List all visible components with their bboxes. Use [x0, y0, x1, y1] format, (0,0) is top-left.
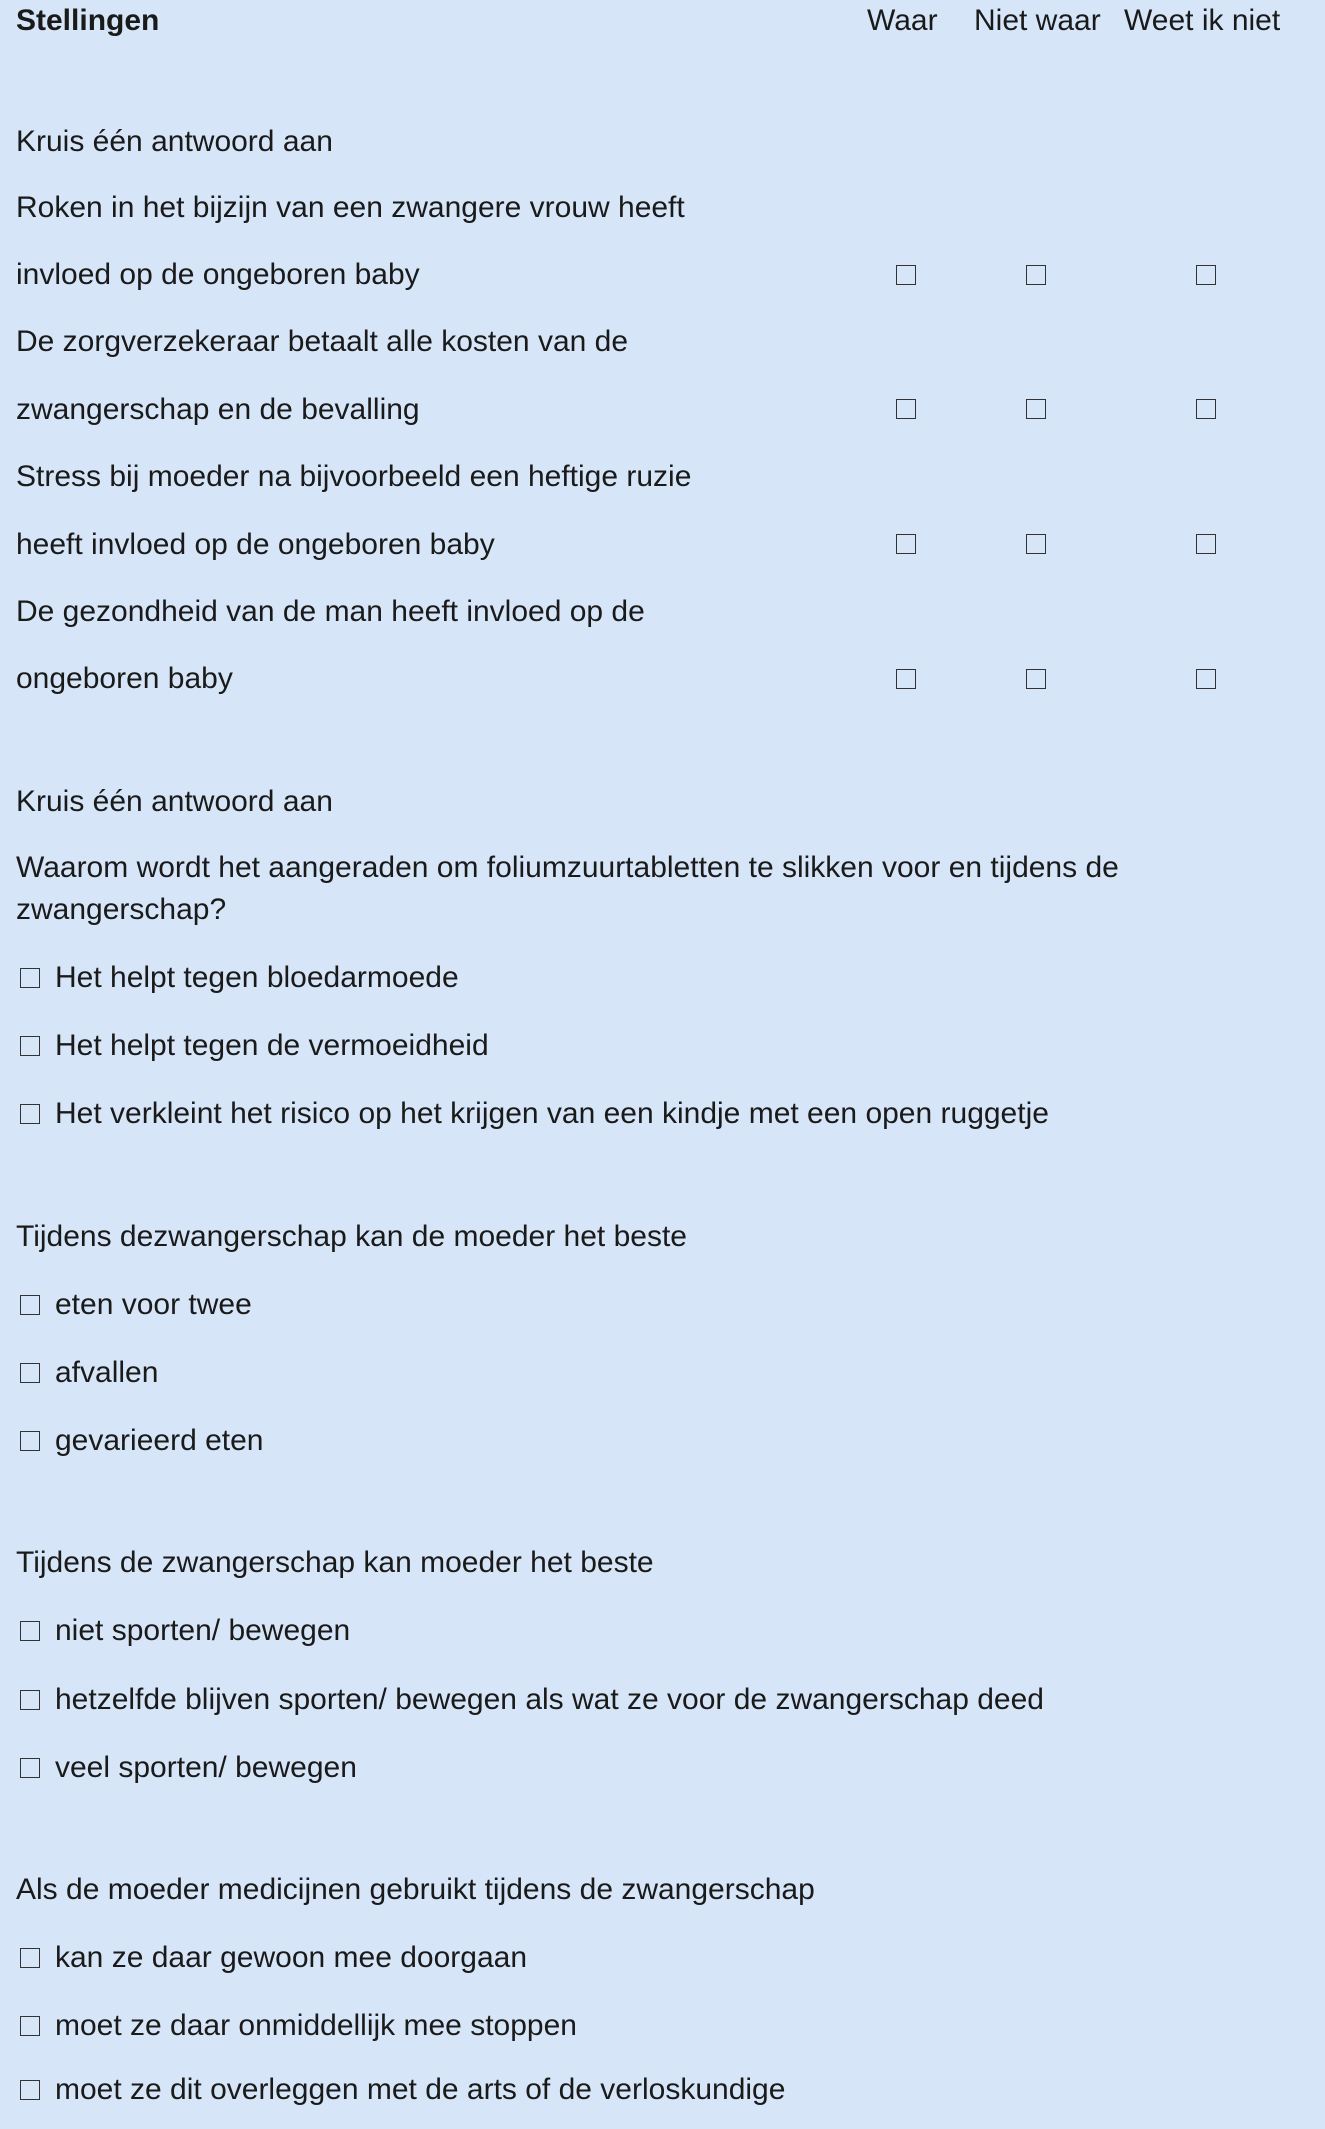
section2-instruction: Kruis één antwoord aan — [16, 785, 333, 818]
section4-option-3-checkbox[interactable] — [20, 1758, 40, 1778]
statement-1-line2: invloed op de ongeboren baby — [16, 258, 420, 291]
section4-question: Tijdens de zwangerschap kan moeder het beste — [16, 1546, 654, 1579]
section5-option-2-label: moet ze daar onmiddellijk mee stoppen — [55, 2009, 577, 2042]
statement-2-waar-checkbox[interactable] — [896, 399, 916, 419]
statement-3-waar-checkbox[interactable] — [896, 534, 916, 554]
section2-question-line1: Waarom wordt het aangeraden om foliumzuurtabletten te slikken voor en tijdens de — [16, 851, 1119, 884]
column-header-waar: Waar — [867, 4, 938, 37]
column-header-niet-waar: Niet waar — [974, 4, 1101, 37]
section4-option-1-checkbox[interactable] — [20, 1621, 40, 1641]
section5-option-1-label: kan ze daar gewoon mee doorgaan — [55, 1941, 528, 1974]
statement-2-niet-waar-checkbox[interactable] — [1026, 399, 1046, 419]
statement-4-weet-ik-niet-checkbox[interactable] — [1196, 669, 1216, 689]
section5-option-2-checkbox[interactable] — [20, 2016, 40, 2036]
column-header-weet-ik-niet: Weet ik niet — [1124, 4, 1281, 37]
page-title: Stellingen — [16, 4, 160, 37]
statement-1-waar-checkbox[interactable] — [896, 265, 916, 285]
section4-option-3-label: veel sporten/ bewegen — [55, 1751, 357, 1784]
statement-4-line2: ongeboren baby — [16, 662, 233, 695]
statement-2-line2: zwangerschap en de bevalling — [16, 393, 420, 426]
section2-option-3-label: Het verkleint het risico op het krijgen van een kindje met een open ruggetje — [55, 1097, 1049, 1130]
section5-question: Als de moeder medicijnen gebruikt tijdens de zwangerschap — [16, 1873, 815, 1906]
section2-option-3-checkbox[interactable] — [20, 1104, 40, 1124]
statement-3-niet-waar-checkbox[interactable] — [1026, 534, 1046, 554]
section2-option-1-label: Het helpt tegen bloedarmoede — [55, 961, 459, 994]
section5-option-3-label: moet ze dit overleggen met de arts of de verloskundige — [55, 2073, 786, 2106]
statement-4-line1: De gezondheid van de man heeft invloed op de — [16, 595, 645, 628]
statement-2-weet-ik-niet-checkbox[interactable] — [1196, 399, 1216, 419]
section3-option-2-label: afvallen — [55, 1356, 159, 1389]
section3-option-3-checkbox[interactable] — [20, 1431, 40, 1451]
statement-3-line2: heeft invloed op de ongeboren baby — [16, 528, 495, 561]
section2-question-line2: zwangerschap? — [16, 893, 227, 926]
statement-3-line1: Stress bij moeder na bijvoorbeeld een heftige ruzie — [16, 460, 692, 493]
statement-1-niet-waar-checkbox[interactable] — [1026, 265, 1046, 285]
section3-option-3-label: gevarieerd eten — [55, 1424, 264, 1457]
statement-1-weet-ik-niet-checkbox[interactable] — [1196, 265, 1216, 285]
section5-option-1-checkbox[interactable] — [20, 1948, 40, 1968]
section3-option-2-checkbox[interactable] — [20, 1363, 40, 1383]
section3-option-1-label: eten voor twee — [55, 1288, 252, 1321]
statement-3-weet-ik-niet-checkbox[interactable] — [1196, 534, 1216, 554]
statement-4-waar-checkbox[interactable] — [896, 669, 916, 689]
statement-2-line1: De zorgverzekeraar betaalt alle kosten van de — [16, 325, 629, 358]
section2-option-2-checkbox[interactable] — [20, 1036, 40, 1056]
section3-question: Tijdens dezwangerschap kan de moeder het beste — [16, 1220, 687, 1253]
statement-1-line1: Roken in het bijzijn van een zwangere vrouw heeft — [16, 191, 685, 224]
section4-option-2-checkbox[interactable] — [20, 1690, 40, 1710]
section5-option-3-checkbox[interactable] — [20, 2080, 40, 2100]
section2-option-2-label: Het helpt tegen de vermoeidheid — [55, 1029, 489, 1062]
section3-option-1-checkbox[interactable] — [20, 1295, 40, 1315]
section2-option-1-checkbox[interactable] — [20, 968, 40, 988]
section1-instruction: Kruis één antwoord aan — [16, 125, 333, 158]
section4-option-1-label: niet sporten/ bewegen — [55, 1614, 351, 1647]
section4-option-2-label: hetzelfde blijven sporten/ bewegen als wat ze voor de zwangerschap deed — [55, 1683, 1044, 1716]
statement-4-niet-waar-checkbox[interactable] — [1026, 669, 1046, 689]
